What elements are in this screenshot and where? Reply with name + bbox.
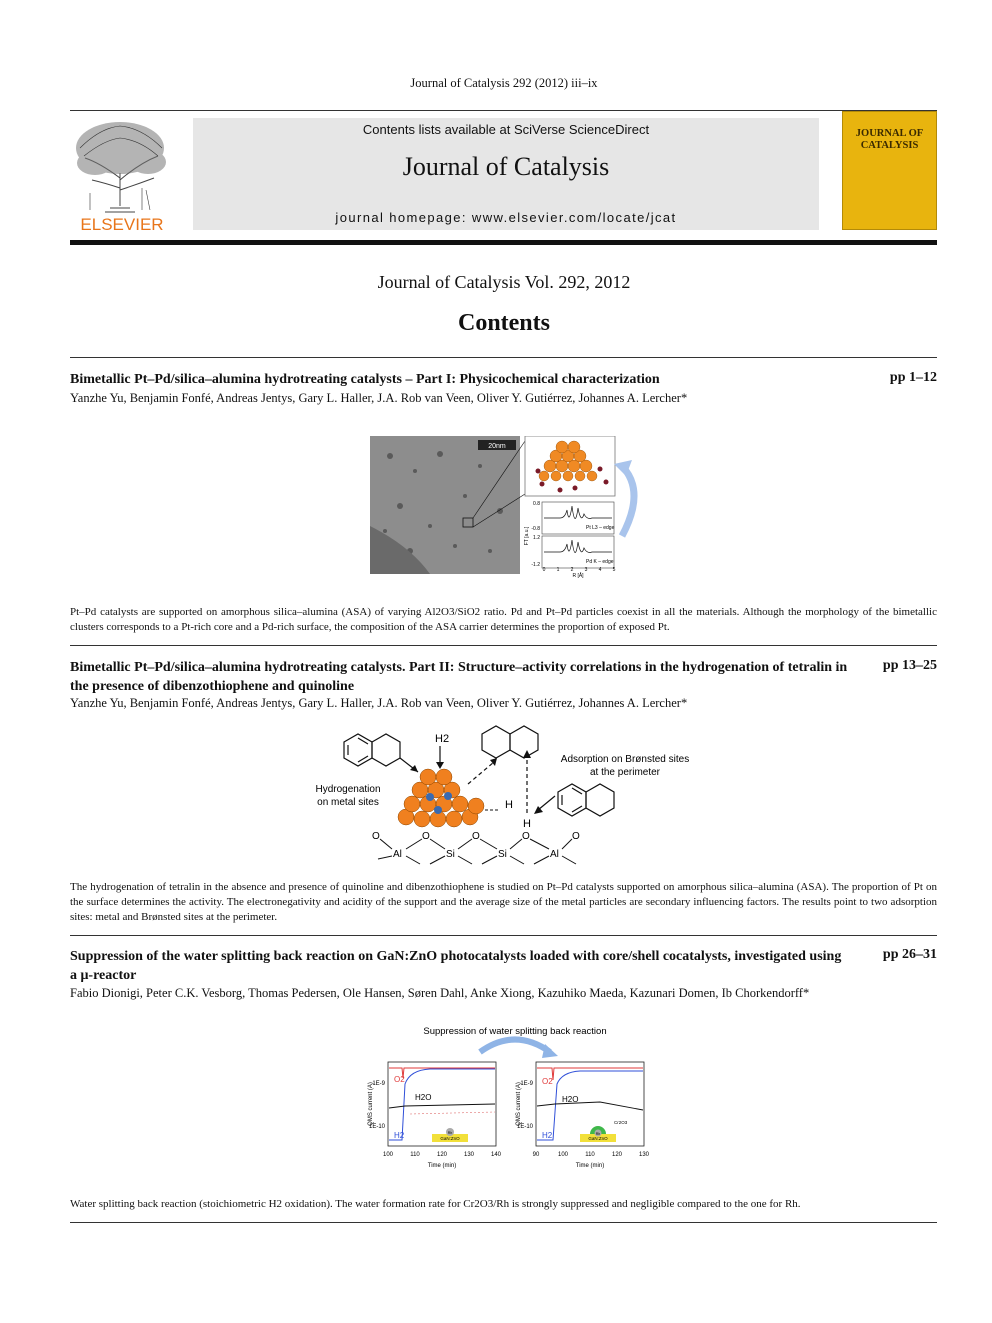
adsorption-label: at the perimeter [589,767,661,778]
journal-title: Journal of Catalysis [402,152,610,181]
article-pages: pp 13–25 [882,658,937,673]
article-abstract: Pt–Pd catalysts are supported on amorphous silica–alumina (ASA) of varying Al2O3/SiO2 ratio. Pd and Pt–Pd particles coexist in all the materials. Although the morphology of the bimetallic clusters corresponds to a Pt-rich core and a Pd-rich surface, the composition of the ASA carrier determines the proportion of exposed Pt. [70,606,937,633]
particle-label: Rh [595,1132,601,1136]
series-label: O2 [394,1075,405,1084]
running-header: Journal of Catalysis 292 (2012) iii–ix [410,76,598,90]
x-tick-label: 130 [463,1152,475,1158]
hydrogenation-label: on metal sites [317,797,379,808]
x-tick-label: 0 [542,567,546,573]
transition-arrow-icon [480,1040,550,1053]
support-atom: Si [446,849,455,860]
support-atom: Al [393,849,402,860]
hydrogenation-label: Hydrogenation [315,784,381,795]
elsevier-logo [70,118,174,236]
header-rule [70,110,937,111]
journal-homepage-link[interactable]: journal homepage: www.elsevier.com/locate/jcat [335,210,677,225]
y-tick-label: 0.8 [533,501,540,507]
contents-available-line: Contents lists available at SciVerse ScienceDirect [362,122,650,137]
journal-banner [193,118,819,230]
publisher-name: ELSEVIER [80,215,164,234]
x-tick-label: 4 [598,567,602,573]
x-tick-label: 90 [532,1152,540,1158]
masthead-rule [70,240,937,245]
x-tick-label: 120 [436,1152,448,1158]
oxygen-label: O [522,831,530,842]
panel-label: Pd K – edge [586,559,614,565]
tetralin-molecule-icon [558,784,614,816]
article-abstract: The hydrogenation of tetralin in the absence and presence of quinoline and dibenzothiophene is studied on Pt–Pd catalysts supported on amorphous silica–alumina (ASA). The proportion of Pt on the surface determines the activity. The electronegativity and acidity of the support and the average size of the metal particles are secondary influencing factors. The results point to two adsorption sites: metal and Brønsted sites at the perimeter. [70,881,937,923]
graphical-abstract-qms [340,1022,660,1174]
y-tick-label: 1E-10 [368,1124,385,1130]
series-label: H2 [542,1131,553,1140]
y-tick-label: 1.2 [533,535,540,541]
volume-line: Journal of Catalysis Vol. 292, 2012 [377,272,631,292]
oxygen-label: O [422,831,430,842]
x-axis-label: R [Å] [572,573,584,578]
article-authors: Yanzhe Yu, Benjamin Fonfé, Andreas Jentys, Gary L. Haller, J.A. Rob van Veen, Oliver Y. Gutiérrez, Johannes A. Lercher* [70,391,688,405]
journal-cover [842,111,937,230]
particle-label: GaN:ZnO [440,1136,460,1141]
article-pages: pp 26–31 [882,947,937,962]
graphical-abstract-tem-exafs [370,436,650,578]
h2-label: H2 [435,733,450,745]
metal-particle [398,769,484,827]
particle-label: Cr2O3 [614,1120,628,1125]
x-tick-label: 3 [584,567,588,573]
x-tick-label: 140 [490,1152,502,1158]
x-tick-label: 2 [570,567,574,573]
y-tick-label: 1E-10 [516,1124,533,1130]
article-authors: Fabio Dionigi, Peter C.K. Vesborg, Thomas Pedersen, Ole Hansen, Søren Dahl, Anke Xiong, Kazuhiko Maeda, Kazunari Domen, Ib Chorkendorff* [70,986,810,1000]
right-qms-plot [516,1062,650,1169]
exafs-plot [524,501,616,578]
elsevier-tree-icon [70,118,174,236]
divider [70,935,937,936]
x-axis-label: Time (min) [427,1163,457,1169]
series-label: O2 [542,1077,553,1086]
curved-arrow-icon [622,466,634,536]
particle-label: Rh [447,1131,453,1135]
divider [70,357,937,358]
article-title[interactable]: Suppression of the water splitting back reaction on GaN:ZnO photocatalysts loaded with core/shell cocatalysts, investigated using a μ-reactor [70,949,842,983]
oxygen-label: O [372,831,380,842]
article-authors: Yanzhe Yu, Benjamin Fonfé, Andreas Jentys, Gary L. Haller, J.A. Rob van Veen, Oliver Y. Gutiérrez, Johannes A. Lercher* [70,696,688,710]
y-axis-label: QMS current (A) [368,1082,374,1126]
x-tick-label: 100 [382,1152,394,1158]
h-label: H [523,818,531,830]
y-tick-label: 1E-9 [520,1081,533,1087]
article-pages: pp 1–12 [889,370,937,385]
oxygen-label: O [472,831,480,842]
y-tick-label: -1.2 [531,562,540,568]
tetralin-molecule-icon [344,734,400,766]
support-surface [372,831,580,864]
oxygen-label: O [572,831,580,842]
cover-title: JOURNAL OF CATALYSIS [855,128,924,151]
x-axis-label: Time (min) [575,1163,605,1169]
support-atom: Si [498,849,507,860]
y-tick-label: -0.8 [531,526,540,532]
series-label: H2 [394,1131,405,1140]
x-tick-label: 110 [410,1152,420,1158]
particle-label: GaN:ZnO [588,1136,608,1141]
adsorption-label: Adsorption on Brønsted sites [560,754,690,765]
y-axis-label: QMS current (A) [516,1082,522,1126]
y-axis-label: FT [a.u.] [524,526,530,546]
article-title[interactable]: Bimetallic Pt–Pd/silica–alumina hydrotreating catalysts – Part I: Physicochemical characterization [70,372,660,387]
left-qms-plot [368,1062,502,1169]
article-abstract: Water splitting back reaction (stoichiometric H2 oxidation). The water formation rate for Cr2O3/Rh is strongly suppressed and negligible compared to the one for Rh. [70,1198,801,1210]
panel-label: Pt L3 – edge [586,525,615,531]
x-tick-label: 1 [556,567,560,573]
series-label: H2O [415,1093,432,1102]
y-tick-label: 1E-9 [372,1081,385,1087]
scale-label: 20nm [488,443,506,450]
x-tick-label: 120 [611,1152,623,1158]
graphic-title: Suppression of water splitting back reaction [423,1026,607,1037]
x-tick-label: 5 [612,567,616,573]
graphical-abstract-hydrogenation [300,724,720,874]
article-title[interactable]: Bimetallic Pt–Pd/silica–alumina hydrotreating catalysts. Part II: Structure–activity correlations in the hydrogenation of tetralin in the presence of dibenzothiophene and quinoline [70,660,848,694]
contents-heading: Contents [457,310,550,336]
x-tick-label: 130 [638,1152,650,1158]
h-label: H [505,799,513,811]
series-label: H2O [562,1095,579,1104]
x-tick-label: 110 [585,1152,595,1158]
divider [70,645,937,646]
support-atom: Al [550,849,559,860]
divider [70,1222,937,1223]
x-tick-label: 100 [557,1152,569,1158]
